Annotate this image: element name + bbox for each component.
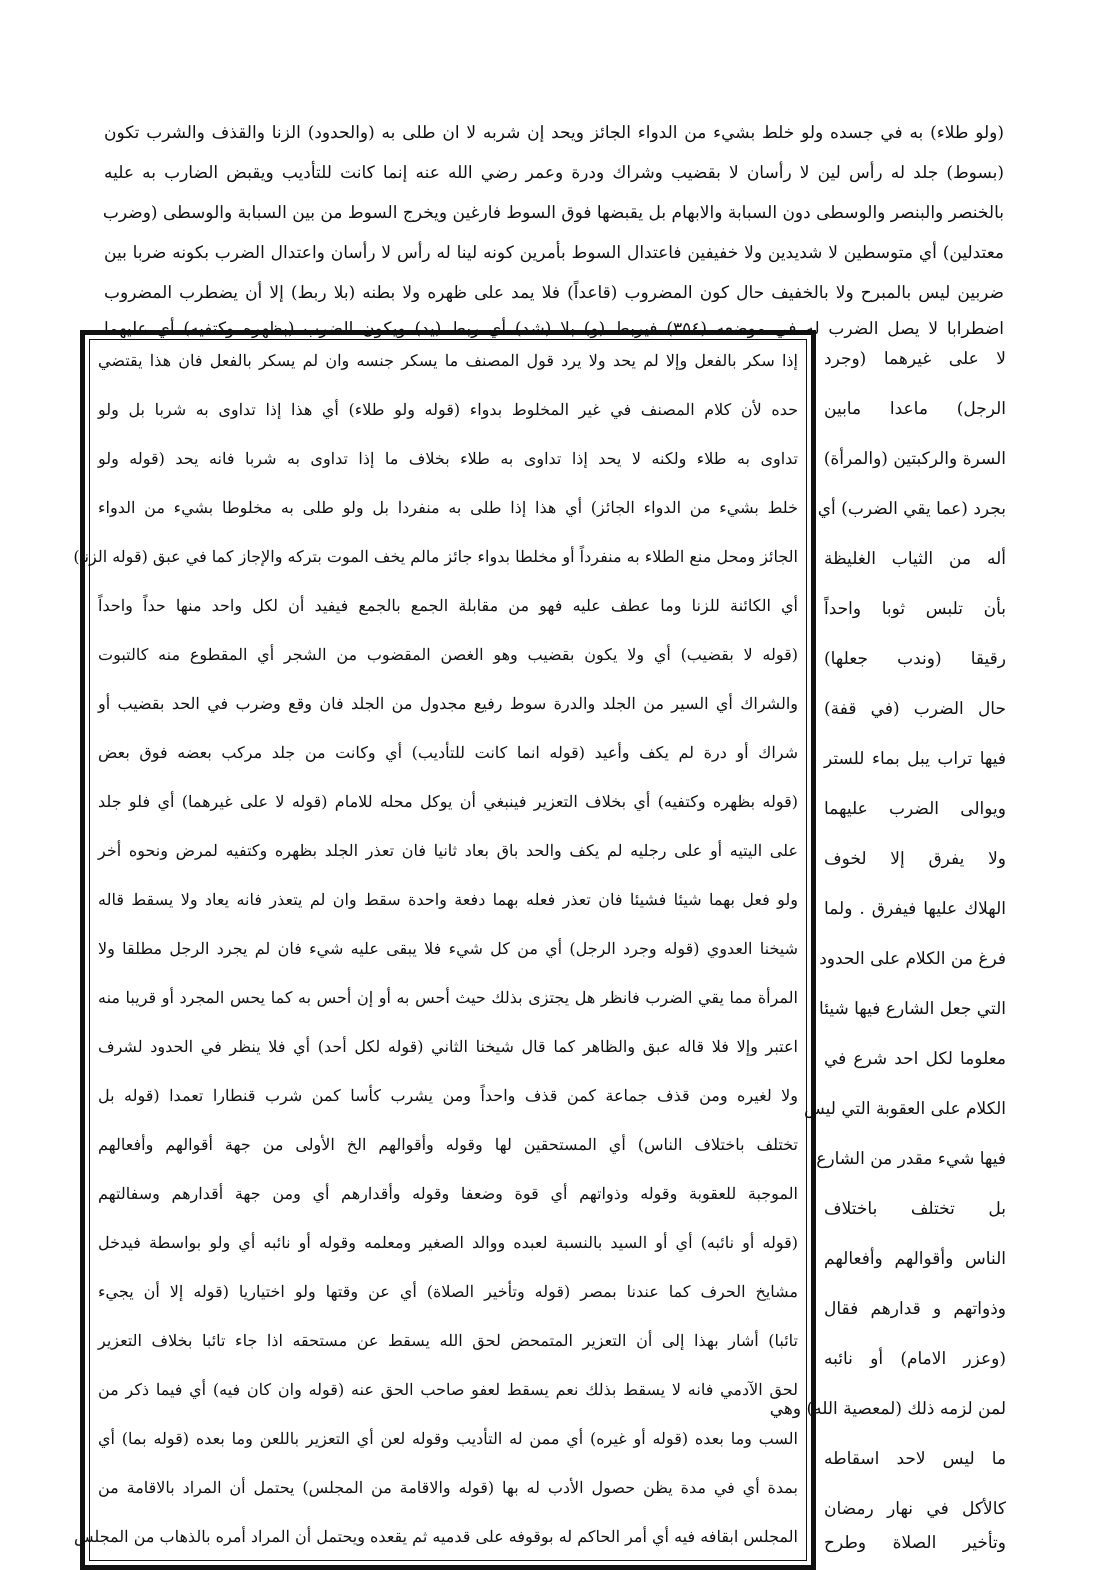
commentary-line: تائبا) أشار بهذا إلى أن التعزير المتمحض لحق الله يسقط عن مستحقه اذا جاء تائبا بخلاف التعزير (98, 1331, 798, 1350)
commentary-line: ولو فعل بهما شيئا فشيئا فان تعذر فعله بهما دفعة واحدة سقط وان لم يتعذر فانه يعاد ولا يسقط قاله (98, 890, 799, 909)
main-text-side-line: ويوالى الضرب عليهما (824, 799, 1006, 819)
main-text-line: اضطرابا لا يصل الضرب له في موضعه (٣٥٤) فيربط (و) بلا (شد) أي ربط (يد) ويكون الضرب (بظهره وكتفيه) أي عليهما (104, 319, 1004, 339)
commentary-line: أي الكائنة للزنا وما عطف عليه فهو من مقابلة الجمع بالجمع فيفيد أن لكل واحد منها حداً واحداً (98, 596, 798, 615)
main-text-side-line: ولا يفرق إلا لخوف (824, 849, 1006, 869)
commentary-line: (قوله أو نائبه) أي أو السيد بالنسبة لعبده ووالد الصغير ومعلمه وقوله أو نائبه أي ولو بواسطة فيدخل (98, 1233, 798, 1252)
main-text-line: ضربين ليس بالمبرح ولا بالخفيف حال كون المضروب (قاعداً) فلا يمد على ظهره ولا بطنه (بلا ربط) إلا أن يضطرب المضروب (104, 283, 1004, 303)
commentary-line: والشراك أي السير من الجلد والدرة سوط رفيع مجدول من الجلد فان وقع وضرب في الحد بقضيب أو (98, 694, 798, 713)
main-text-side-line: التي جعل الشارع فيها شيئا (819, 999, 1006, 1019)
main-text-side-line: الكلام على العقوبة التي ليس (803, 1099, 1006, 1119)
commentary-line: شيخنا العدوي (قوله وجرد الرجل) أي من كل شيء فلا يبقى عليه شيء فان لم يجرد الرجل مطلقا ولا (98, 939, 798, 958)
commentary-line: حده لأن كلام المصنف في غير المخلوط بدواء (قوله ولو طلاء) أي هذا إذا تداوى به شربا بل ولو (98, 400, 798, 419)
main-text-side-line: الهلاك عليها فيفرق . ولما (824, 899, 1006, 919)
main-text-side-line: أله من الثياب الغليظة (824, 549, 1006, 569)
main-text-side-line: بأن تلبس ثوبا واحداً (824, 599, 1006, 619)
commentary-line: (قوله بظهره وكتفيه) أي بخلاف التعزير فينبغي أن يوكل محله للامام (قوله لا على غيرهما) أي فلو جلد (98, 792, 798, 811)
main-text-side-line: فيها شيء مقدر من الشارع (816, 1149, 1006, 1169)
main-text-side-line: ما ليس لاحد اسقاطه (824, 1449, 1006, 1469)
commentary-line: الموجبة للعقوبة وقوله وذواتهم أي قوة وضعفا وقوله وأقدارهم أي ومن جهة أقدارهم وسفالتهم (98, 1184, 799, 1203)
main-text-side-line: فيها تراب يبل بماء للستر (824, 749, 1006, 769)
commentary-line: خلط بشيء من الدواء الجائز) أي هذا إذا طلى به منفردا بل ولو طلى به مخلوطا بشيء من الدواء (98, 498, 798, 517)
main-text-side-line: بجرد (عما يقي الضرب) أي (817, 499, 1006, 519)
commentary-line: مشايخ الحرف كما عندنا بمصر (قوله وتأخير الصلاة) أي عن وقتها ولو اختياريا (قوله إلا أن يجيء (98, 1282, 798, 1301)
main-text-side-line: الناس وأقوالهم وأفعالهم (824, 1249, 1006, 1269)
commentary-line: ولا لغيره ومن قذف جماعة كمن قذف واحداً ومن يشرب كأسا كمن شرب قنطارا تعمدا (قوله بل (98, 1086, 798, 1105)
commentary-line: الجائز ومحل منع الطلاء به منفرداً أو مخلطا بدواء جائز مالم يخف الموت بتركه والإجاز كما في عبق (قوله الزنا) (73, 547, 798, 566)
commentary-line: تداوى به طلاء ولكنه لا يحد إذا تداوى به طلاء بخلاف ما إذا تداوى به شربا فانه يحد (قوله ولو (98, 449, 798, 468)
main-text-side-line: بل تختلف باختلاف (824, 1199, 1006, 1219)
main-text-side-line: معلوما لكل احد شرع في (824, 1049, 1006, 1069)
main-text-side-line: فرغ من الكلام على الحدود (819, 949, 1006, 969)
main-text-side-line: رقيقا (وندب جعلها) (824, 649, 1006, 669)
commentary-line: المجلس ابقافه فيه أي أمر الحاكم له بوقوفه على قدميه ثم يقعده ويحتمل أن المراد أمره بالذهاب من المجلس (74, 1527, 798, 1546)
commentary-line: لحق الآدمي فانه لا يسقط بذلك نعم يسقط لعفو صاحب الحق عنه (قوله وان كان فيه) أي فيما ذكر من (98, 1380, 798, 1399)
commentary-line: تختلف باختلاف الناس) أي المستحقين لها وقوله وأقوالهم الخ الأولى من جهة أقوالهم وأفعالهم (98, 1135, 798, 1154)
commentary-line: إذا سكر بالفعل وإلا لم يحد ولا يرد قول المصنف ما يسكر جنسه وان لم يسكر بالفعل فان هذا يقتضي (98, 351, 798, 370)
main-text-line: (ولو طلاء) به في جسده ولو خلط بشيء من الدواء الجائز ويحد إن شربه لا ان طلى به (والحدود) الزنا والقذف والشرب تكون (104, 123, 1004, 143)
commentary-line: بمدة أي في مدة يظن حصول الأدب له بها (قوله والاقامة من المجلس) يحتمل أن المراد بالاقامة من (98, 1478, 798, 1497)
commentary-line: (قوله لا بقضيب) أي ولا يكون بقضيب وهو الغصن المقضوب من الشجر أي المقطوع منه كالتبوت (98, 645, 798, 664)
main-text-side-line: كالأكل في نهار رمضان (824, 1499, 1006, 1519)
main-text-line: معتدلين) أي متوسطين لا شديدين ولا خفيفين فاعتدال السوط بأمرين كونه لينا له رأس لا رأسان واعتدال الضرب بكونه ضربا بين (104, 243, 1004, 263)
main-text-line: بالخنصر والبنصر والوسطى دون السبابة والابهام بل يقبضها فوق السوط فارغين ويخرج السوط من بين السبابة والوسطى (وضرب (102, 203, 1004, 223)
commentary-line: على اليتيه أو على رجليه لم يكف والحد باق بعاد ثانيا فان تعذر الجلد بظهره وكتفيه لمرض ونحوه أخر (98, 841, 798, 860)
main-text-side-line: لا على غيرهما (وجرد (824, 349, 1006, 369)
main-text-side-line: وذواتهم و قدارهم فقال (824, 1299, 1006, 1319)
commentary-line: المرأة مما يقي الضرب فانظر هل يجتزى بذلك حيث أحس به أو إن أحس به كما يحس المجرد أو قريبا منه (98, 988, 798, 1007)
main-text-side-line: لمن لزمه ذلك (لمعصية الله) وهي (769, 1399, 1006, 1419)
main-text-side-line: الرجل) ماعدا مابين (824, 399, 1006, 419)
main-text-side-line: (وعزر الامام) أو نائبه (824, 1349, 1006, 1369)
main-text-line: (بسوط) جلد له رأس لين لا رأسان لا بقضيب وشراك ودرة وعمر رضي الله عنه إنما كانت للتأديب ويقبض الضارب به عليه (104, 163, 1004, 183)
commentary-line: شراك أو درة لم يكف وأعيد (قوله انما كانت للتأديب) أي وكانت من جلد مركب بعضه فوق بعض (98, 743, 799, 762)
commentary-line: اعتبر وإلا فلا قاله عبق والظاهر كما قال شيخنا الثاني (قوله لكل أحد) أي فلا ينظر في الحدود لشرف (98, 1037, 799, 1056)
main-text-side-line: حال الضرب (في قفة) (824, 699, 1006, 719)
main-text-side-line: وتأخير الصلاة وطرح (824, 1533, 1006, 1553)
commentary-line: السب وما بعده (قوله أو غيره) أي ممن له التأديب وقوله لعن أي التعزير باللعن وما بعده (قوله بما) أي (98, 1429, 798, 1448)
main-text-side-line: السرة والركبتين (والمرأة) (823, 449, 1006, 469)
